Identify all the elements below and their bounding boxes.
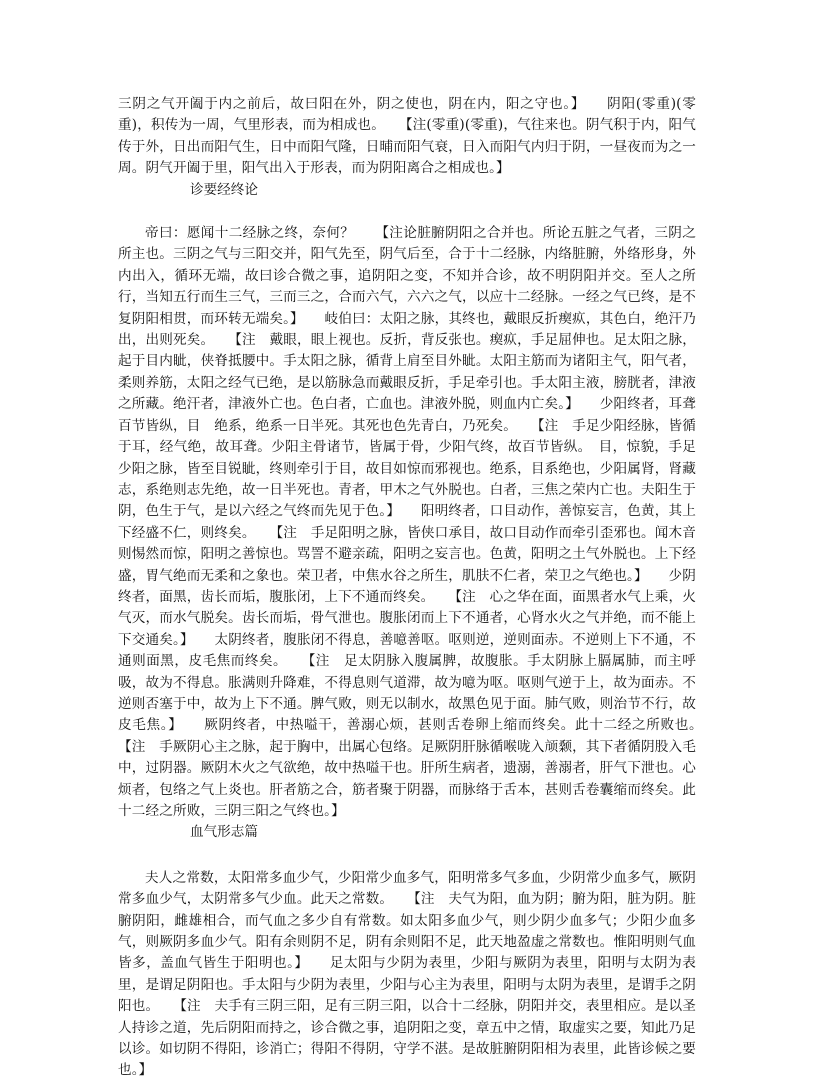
section-heading-zhenyao-jingzhong: 诊要经终论 (190, 181, 258, 198)
document-page (118, 94, 724, 1082)
paragraph-yinyang-lihe: 三阴之气开阖于内之前后，故曰阳在外，阴之使也，阴在内，阳之守也。】 阴阳(零重)(零重)，积传为一周，气里形表，而为相成也。 【注(零重)(零重)，气往来也。阴气积于内，阳气传于外，日出而阳气生，日中而阳气隆，日晡而阳气衰，日入而阳气内归于阴，一昼夜而为之一周。阴气开阖于里，阳气出入于形表，而为阴阳离合之相成也。】 (118, 96, 696, 177)
section-heading-xueqi-xingzhi: 血气形志篇 (190, 824, 258, 841)
paragraph-twelve-meridians-end: 帝曰：愿闻十二经脉之终，奈何？ 【注论脏腑阴阳之合并也。所论五脏之气者，三阴之所主也。三阴之气与三阳交并，阳气先至，阴气后至，合于十二经脉，内络脏腑，外络形身，外内出入，循环无端，故曰诊合微之事，追阴阳之变，不知并合诊，故不明阴阳并交。至人之所行，当知五行而生三气，三而三之，合而六气，六六之气，以应十二经脉。一经之气已终，是不复阴阳相贯，而环转无端矣。】 岐伯曰：太阳之脉，其终也，戴眼反折瘈疭，其色白，绝汗乃出，出则死矣。 【注 戴眼，眼上视也。反折，背反张也。瘈疭，手足屈伸也。足太阳之脉，起于目内眦，侠脊抵腰中。手太阳之脉，循背上肩至目外眦。太阳主筋而为诸阳主气，阳气者，柔则养筋，太阳之经气已绝，是以筋脉急而戴眼反折，手足牵引也。手太阳主液，膀胱者，津液之所藏。绝汗者，津液外亡也。色白者，亡血也。津液外脱，则血内亡矣。】 少阳终者，耳聋百节皆纵，目 绝系，绝系一日半死。其死也色先青白，乃死矣。 【注 手足少阳经脉，皆循于耳，经气绝，故耳聋。少阳主骨诸节，皆属于骨，少阳气终，故百节皆纵。 目，惊貌，手足少阳之脉，皆至目锐眦，终则牵引于目，故目如惊而邪视也。绝系，目系绝也，少阳属肾，肾藏志，系绝则志先绝，故一日半死也。青者，甲木之气外脱也。白者，三焦之荣内亡也。夫阳生于阴，色生于气，是以六经之气终而先见于色。】 阳明终者，口目动作，善惊妄言，色黄，其上下经盛不仁，则终矣。 【注 手足阳明之脉，皆侠口承目，故口目动作而牵引歪邪也。闻木音则惕然而惊，阳明之善惊也。骂詈不避亲疏，阳明之妄言也。色黄，阳明之土气外脱也。上下经盛，胃气绝而无柔和之象也。荣卫者，中焦水谷之所生，肌肤不仁者，荣卫之气绝也。】 少阴终者，面黑，齿长而垢，腹胀闭，上下不通而终矣。 【注 心之华在面，面黑者水气上乘，火气灭，而水气脱矣。齿长而垢，骨气泄也。腹胀闭而上下不通者，心肾水火之气并绝，而不能上下交通矣。】 太阴终者，腹胀闭不得息，善噫善呕。呕则逆，逆则面赤。不逆则上下不通，不通则面黑，皮毛焦而终矣。 【注 足太阴脉入腹属脾，故腹胀。手太阴脉上膈属肺，而主呼吸，故为不得息。胀满则升降难，不得息则气道滞，故为噫为呕。呕则气逆于上，故为面赤。不逆则否塞于中，故为上下不通。脾气败，则无以制水，故黑色见于面。肺气败，则治节不行，故皮毛焦。】 厥阴终者，中热嗌干，善溺心烦，甚则舌卷卵上缩而终矣。此十二经之所败也。 【注 手厥阴心主之脉，起于胸中，出属心包络。足厥阴肝脉循喉咙入颃颡，其下者循阴股入毛中，过阴器。厥阴木火之气欲绝，故中热嗌干也。肝所生病者，遗溺，善溺者，肝气下泄也。心烦者，包络之气上炎也。肝者筋之合，筋者聚于阴器，而脉络于舌本，甚则舌卷囊缩而终矣。此十二经之所败，三阴三阳之气终也。】 (118, 225, 724, 819)
paragraph-blood-qi-numbers: 夫人之常数，太阳常多血少气，少阳常少血多气，阳明常多气多血，少阴常少血多气，厥阴常多血少气，太阴常多气少血。此天之常数。 【注 夫气为阳，血为阴；腑为阳，脏为阴。脏腑阴阳，雌雄相合，而气血之多少自有常数。如太阳多血少气，则少阴少血多气；少阳少血多气，则厥阴多血少气。阳有余则阴不足，阴有余则阳不足，此天地盈虚之常数也。惟阳明则气血皆多，盖血气皆生于阳明也。】 足太阳与少阴为表里，少阳与厥阴为表里，阳明与太阴为表里，是谓足阴阳也。手太阳与少阴为表里，少阳与心主为表里，阳明与太阴为表里，是谓手之阴阳也。 【注 夫手有三阴三阳，足有三阴三阳，以合十二经脉，阴阳并交，表里相应。是以圣人持诊之道，先后阴阳而持之，诊合微之事，追阴阳之变，章五中之情，取虚实之要，知此乃足以诊。如切阴不得阳，诊消亡；得阳不得阴，守学不湛。是故脏腑阴阳相为表里，此皆诊候之要也。】 (118, 869, 696, 1079)
